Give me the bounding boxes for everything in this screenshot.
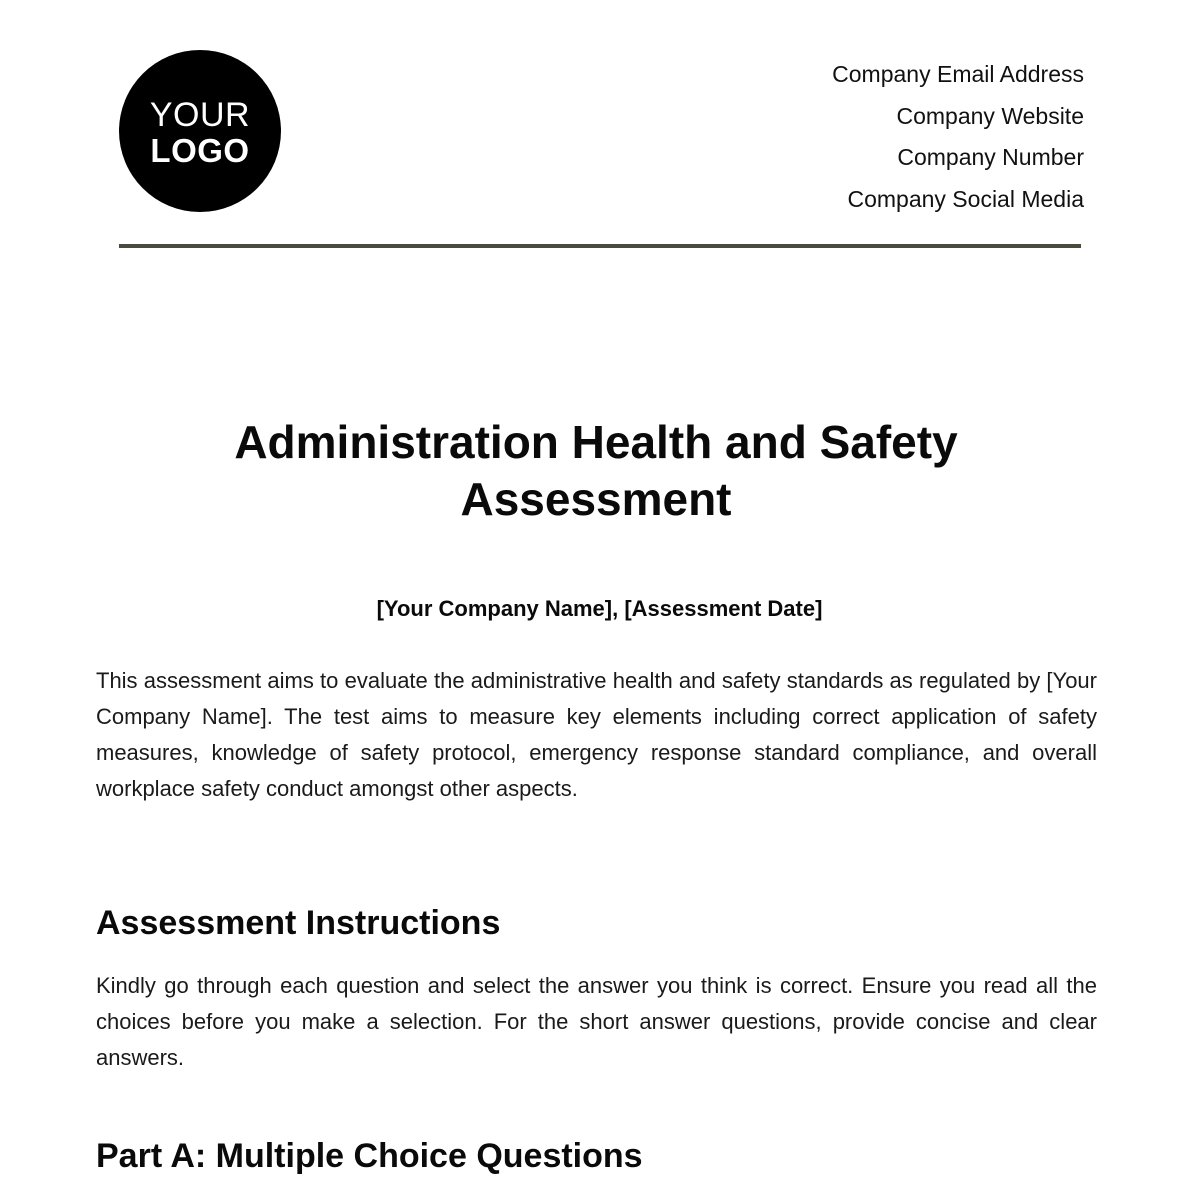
document-subtitle: [Your Company Name], [Assessment Date] — [376, 596, 823, 621]
logo-text-logo: LOGO — [150, 131, 250, 169]
part-a-heading: Part A: Multiple Choice Questions — [96, 1137, 643, 1175]
company-website: Company Website — [896, 102, 1084, 129]
document-title — [96, 414, 1096, 528]
header-divider — [119, 244, 1081, 248]
document-title-line-2: Assessment — [460, 473, 732, 525]
logo-text-your: YOUR — [149, 95, 251, 134]
company-social-media: Company Social Media — [847, 185, 1084, 212]
document-title-line-1: Administration Health and Safety — [234, 416, 958, 468]
company-number: Company Number — [897, 144, 1084, 170]
intro-paragraph: This assessment aims to evaluate the administrative health and safety standards as regulated by [Your Company Name]. The test aims to measure key elements including correct application of safety measures, knowledge of safety protocol, emergency response standard compliance, and overall workplace safety conduct amongst other aspects. — [96, 668, 1097, 801]
company-contact-block — [832, 54, 1084, 220]
company-email: Company Email Address — [832, 61, 1084, 87]
instructions-paragraph: Kindly go through each question and select the answer you think is correct. Ensure you read all the choices before you make a selection. For the short answer questions, provide concise and clear answers. — [96, 973, 1097, 1070]
instructions-heading: Assessment Instructions — [96, 904, 501, 942]
company-logo — [119, 50, 281, 212]
